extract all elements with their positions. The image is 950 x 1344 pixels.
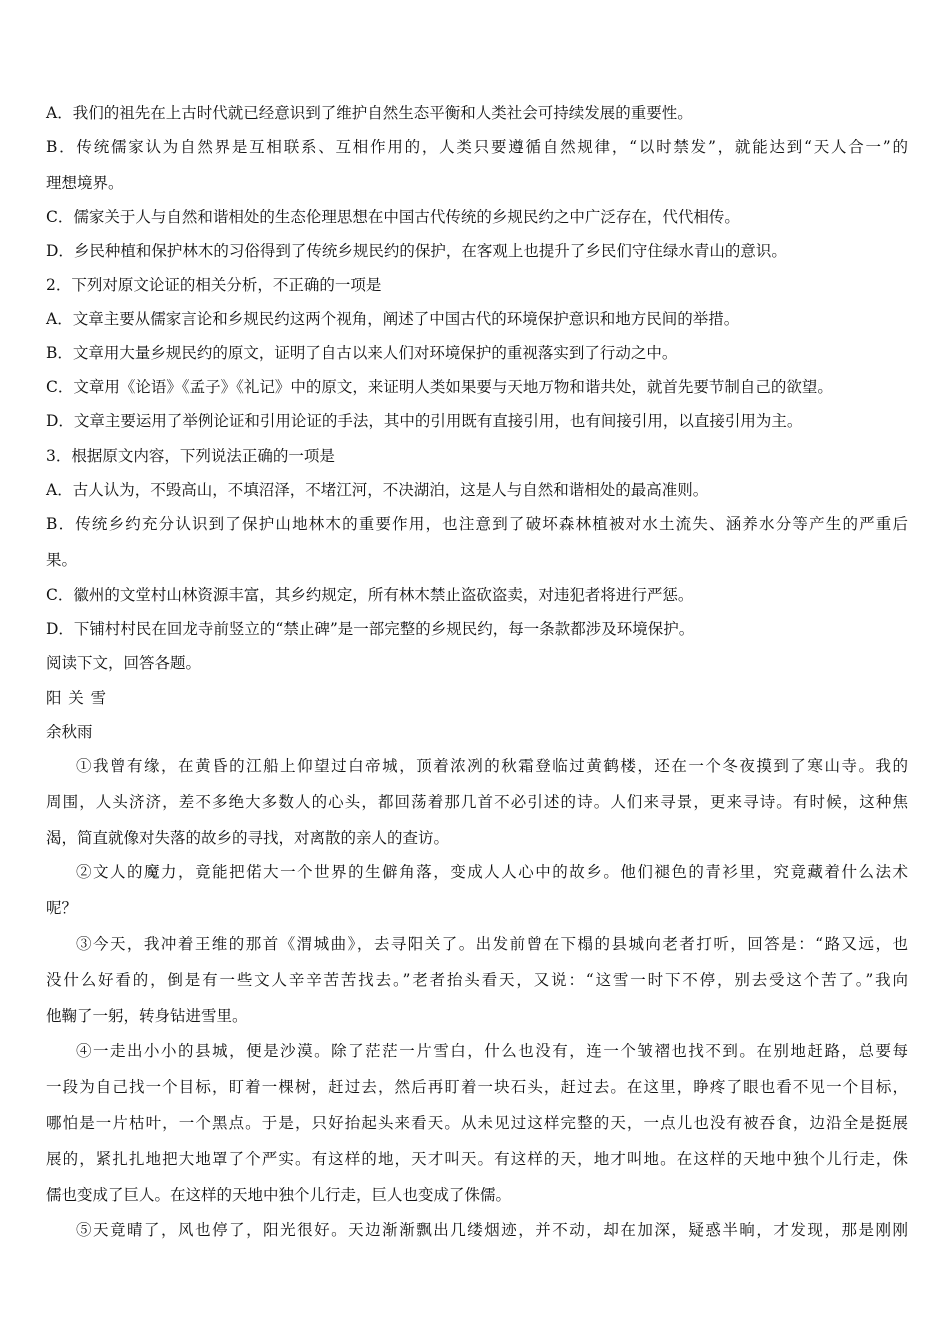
paragraph-1-line: ①我曾有缘，在黄昏的江船上仰望过白帝城，顶着浓冽的秋霜登临过黄鹤楼，还在一个冬夜摸到了寒山寺。我的 [76,757,908,775]
paragraph-4-line: 一段为自己找一个目标，盯着一棵树，赶过去，然后再盯着一块石头，赶过去。在这里，睁疼了眼也看不见一个目标， [46,1078,908,1096]
q2-option-b: B．文章用大量乡规民约的原文，证明了自古以来人们对环境保护的重视落实到了行动之中。 [46,344,678,362]
q2-stem: 2．下列对原文论证的相关分析，不正确的一项是 [46,276,382,294]
paragraph-4-line: 哪怕是一片枯叶，一个黑点。于是，只好抬起头来看天。从未见过这样完整的天，一点儿也没有被吞食，边沿全是挺展 [46,1114,908,1132]
paragraph-2-line: ②文人的魔力，竟能把偌大一个世界的生僻角落，变成人人心中的故乡。他们褪色的青衫里，究竟藏着什么法术 [76,863,908,881]
paragraph-4-line: 展的，紧扎扎地把大地罩了个严实。有这样的地，天才叫天。有这样的天，地才叫地。在这样的天地中独个儿行走，侏 [46,1150,908,1168]
q3-option-b: B．传统乡约充分认识到了保护山地林木的重要作用，也注意到了破坏森林植被对水土流失、涵养水分等产生的严重后 [46,515,908,533]
paragraph-4-line: ④一走出小小的县城，便是沙漠。除了茫茫一片雪白，什么也没有，连一个皱褶也找不到。在别地赶路，总要每 [76,1042,908,1060]
paragraph-3-line: 他鞠了一躬，转身钻进雪里。 [46,1007,248,1025]
paragraph-2-line: 呢？ [46,899,78,917]
q3-option-d: D．下铺村村民在回龙寺前竖立的“禁止碑”是一部完整的乡规民约，每一条款都涉及环境保护。 [46,620,695,638]
reading-instruction: 阅读下文，回答各题。 [46,654,202,672]
q3-option-b-continued: 果。 [46,551,78,569]
paragraph-3-line: 没什么好看的，倒是有一些文人辛辛苦苦找去。”老者抬头看天，又说：“这雪一时下不停，别去受这个苦了。”我向 [46,971,908,989]
paragraph-3-line: ③今天，我冲着王维的那首《渭城曲》，去寻阳关了。出发前曾在下榻的县城向老者打听，回答是：“路又远，也 [76,935,908,953]
q2-option-d: D．文章主要运用了举例论证和引用论证的手法，其中的引用既有直接引用，也有间接引用，以直接引用为主。 [46,412,803,430]
paragraph-1-line: 渴，简直就像对失落的故乡的寻找，对离散的亲人的查访。 [46,829,450,847]
q3-stem: 3．根据原文内容，下列说法正确的一项是 [46,447,335,465]
q3-option-a: A．古人认为，不毁高山，不填沼泽，不堵江河，不决湖泊，这是人与自然和谐相处的最高准则。 [46,481,709,499]
q3-option-c: C．徽州的文堂村山林资源丰富，其乡约规定，所有林木禁止盗砍盗卖，对违犯者将进行严惩。 [46,586,694,604]
q1-option-c: C．儒家关于人与自然和谐相处的生态伦理思想在中国古代传统的乡规民约之中广泛存在，代代相传。 [46,208,740,226]
essay-title: 阳 关 雪 [46,689,107,707]
q1-option-d: D．乡民种植和保护林木的习俗得到了传统乡规民约的保护，在客观上也提升了乡民们守住绿水青山的意识。 [46,242,787,260]
essay-author: 余秋雨 [46,723,93,741]
q1-option-b: B．传统儒家认为自然界是互相联系、互相作用的，人类只要遵循自然规律，“以时禁发”，就能达到“天人合一”的 [46,138,908,156]
q1-option-a: A．我们的祖先在上古时代就已经意识到了维护自然生态平衡和人类社会可持续发展的重要性。 [46,104,693,122]
q2-option-a: A．文章主要从儒家言论和乡规民约这两个视角，阐述了中国古代的环境保护意识和地方民间的举措。 [46,310,740,328]
paragraph-5-line: ⑤天竟晴了，风也停了，阳光很好。天边渐渐飘出几缕烟迹，并不动，却在加深，疑惑半晌，才发现，那是刚刚 [76,1221,908,1239]
paragraph-4-line: 儒也变成了巨人。在这样的天地中独个儿行走，巨人也变成了侏儒。 [46,1186,512,1204]
q1-option-b-continued: 理想境界。 [46,174,124,192]
paragraph-1-line: 周围，人头济济，差不多绝大多数人的心头，都回荡着那几首不必引述的诗。人们来寻景，更来寻诗。有时候，这种焦 [46,793,908,811]
q2-option-c: C．文章用《论语》《孟子》《礼记》中的原文，来证明人类如果要与天地万物和谐共处，就首先要节制自己的欲望。 [46,378,833,396]
